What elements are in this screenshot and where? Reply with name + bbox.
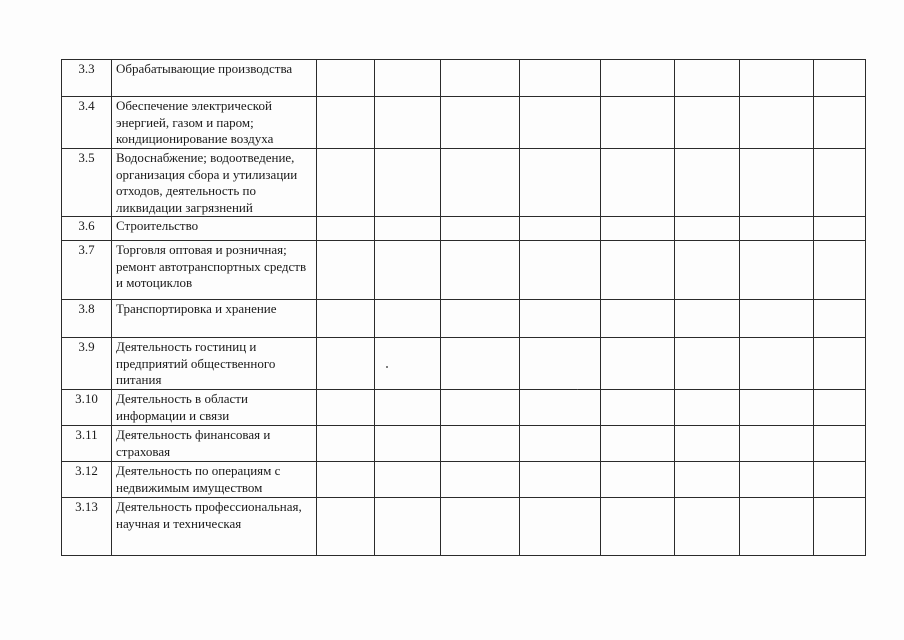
empty-cell [814,60,866,97]
empty-cell [520,390,601,426]
empty-cell [601,149,675,217]
row-number: 3.4 [62,97,112,149]
empty-cell [601,338,675,390]
empty-cell [375,300,441,338]
row-number: 3.3 [62,60,112,97]
row-number: 3.10 [62,390,112,426]
activity-label: Торговля оптовая и розничная; ремонт автотранспортных средств и мотоциклов [112,241,317,300]
empty-cell [317,498,375,556]
empty-cell [740,149,814,217]
empty-cell [317,217,375,241]
empty-cell [317,462,375,498]
empty-cell [740,241,814,300]
table-row [62,390,866,426]
table-row [62,498,866,556]
empty-cell [740,60,814,97]
empty-cell [375,60,441,97]
empty-cell [375,241,441,300]
activity-table [61,59,866,556]
empty-cell [441,97,520,149]
empty-cell [601,60,675,97]
scan-speck [577,389,578,390]
empty-cell [740,390,814,426]
empty-cell [814,217,866,241]
empty-cell [520,60,601,97]
activity-label: Водоснабжение; водоотведение, организация сбора и утилизации отходов, деятельность по ликвидации загрязнений [112,149,317,217]
empty-cell [317,60,375,97]
table-row [62,217,866,241]
empty-cell [814,462,866,498]
empty-cell [375,217,441,241]
table-row [62,241,866,300]
empty-cell [520,338,601,390]
empty-cell [601,97,675,149]
empty-cell [520,149,601,217]
empty-cell [740,426,814,462]
empty-cell [601,217,675,241]
empty-cell [317,426,375,462]
empty-cell [740,498,814,556]
empty-cell [601,426,675,462]
empty-cell [441,426,520,462]
empty-cell [740,300,814,338]
activity-label: Обрабатывающие производства [112,60,317,97]
row-number: 3.11 [62,426,112,462]
empty-cell [375,426,441,462]
row-number: 3.5 [62,149,112,217]
empty-cell [814,498,866,556]
empty-cell [675,300,740,338]
empty-cell [317,149,375,217]
empty-cell [675,241,740,300]
activity-label: Обеспечение электрической энергией, газом и паром; кондиционирование воздуха [112,97,317,149]
empty-cell [740,217,814,241]
activity-label: Деятельность по операциям с недвижимым имуществом [112,462,317,498]
empty-cell [520,462,601,498]
activity-label: Строительство [112,217,317,241]
scan-speck [386,366,388,368]
empty-cell [675,338,740,390]
empty-cell [375,97,441,149]
empty-cell [520,217,601,241]
empty-cell [675,149,740,217]
empty-cell [441,300,520,338]
table-row [62,338,866,390]
empty-cell [441,60,520,97]
empty-cell [601,300,675,338]
empty-cell [814,390,866,426]
activity-label: Деятельность гостиниц и предприятий общественного питания [112,338,317,390]
empty-cell [317,241,375,300]
empty-cell [814,97,866,149]
table-row [62,426,866,462]
empty-cell [740,462,814,498]
empty-cell [675,498,740,556]
empty-cell [441,338,520,390]
table-row [62,462,866,498]
row-number: 3.8 [62,300,112,338]
table-row [62,300,866,338]
empty-cell [520,97,601,149]
table-row [62,149,866,217]
row-number: 3.6 [62,217,112,241]
empty-cell [441,390,520,426]
empty-cell [520,498,601,556]
empty-cell [520,300,601,338]
empty-cell [520,241,601,300]
empty-cell [601,498,675,556]
empty-cell [520,426,601,462]
empty-cell [814,338,866,390]
activity-label: Деятельность в области информации и связи [112,390,317,426]
empty-cell [601,390,675,426]
table-row [62,60,866,97]
empty-cell [675,426,740,462]
empty-cell [675,462,740,498]
row-number: 3.9 [62,338,112,390]
row-number: 3.13 [62,498,112,556]
empty-cell [814,149,866,217]
empty-cell [601,462,675,498]
row-number: 3.12 [62,462,112,498]
empty-cell [317,338,375,390]
empty-cell [675,60,740,97]
empty-cell [441,462,520,498]
table-row [62,97,866,149]
empty-cell [317,300,375,338]
activity-label: Деятельность финансовая и страховая [112,426,317,462]
empty-cell [375,462,441,498]
empty-cell [814,241,866,300]
activity-label: Транспортировка и хранение [112,300,317,338]
empty-cell [601,241,675,300]
empty-cell [740,338,814,390]
empty-cell [441,149,520,217]
empty-cell [375,498,441,556]
empty-cell [317,97,375,149]
empty-cell [375,390,441,426]
empty-cell [675,217,740,241]
empty-cell [441,241,520,300]
empty-cell [441,498,520,556]
empty-cell [740,97,814,149]
empty-cell [675,97,740,149]
empty-cell [675,390,740,426]
activity-label: Деятельность профессиональная, научная и техническая [112,498,317,556]
empty-cell [814,426,866,462]
empty-cell [375,149,441,217]
empty-cell [375,338,441,390]
empty-cell [317,390,375,426]
row-number: 3.7 [62,241,112,300]
empty-cell [814,300,866,338]
empty-cell [441,217,520,241]
